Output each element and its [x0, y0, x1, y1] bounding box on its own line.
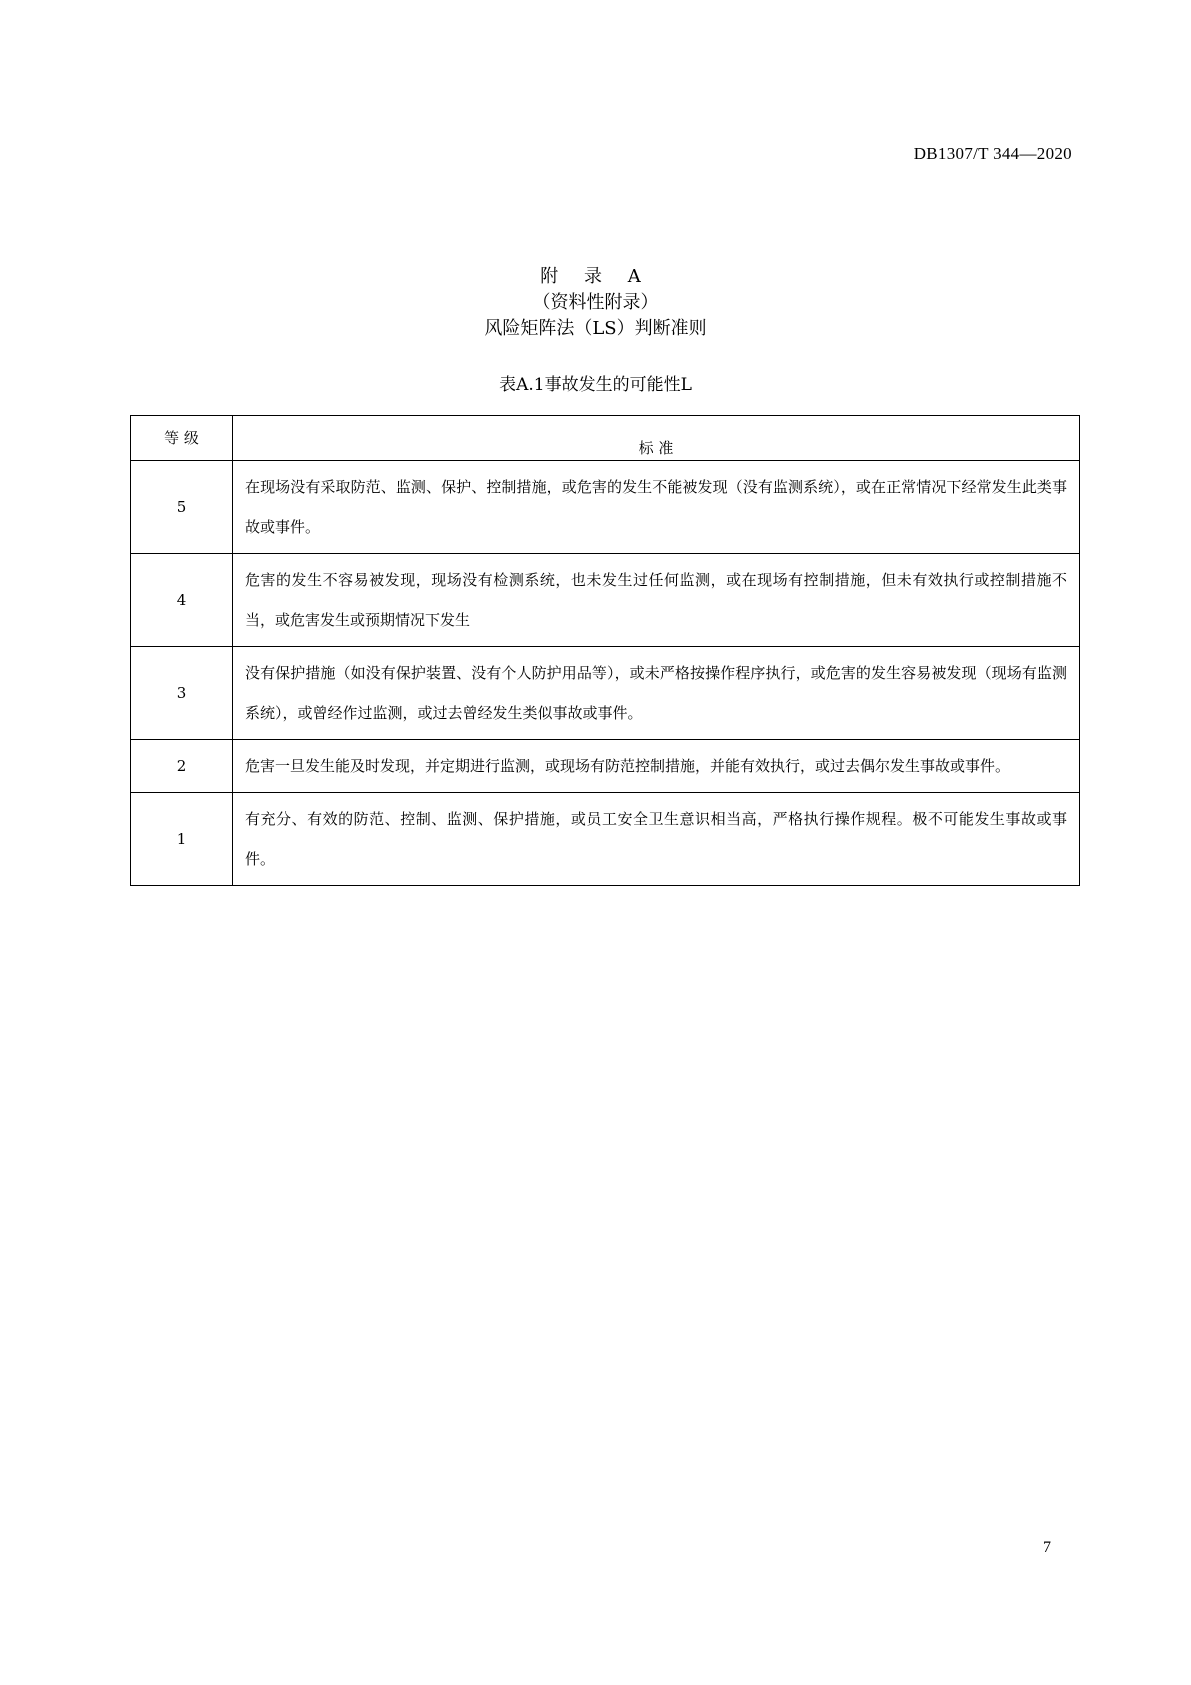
row-criteria: 危害的发生不容易被发现，现场没有检测系统，也未发生过任何监测，或在现场有控制措施，但未有效执行或控制措施不当，或危害发生或预期情况下发生	[233, 554, 1080, 647]
header-criteria: 标 准	[233, 416, 1080, 461]
table-row	[131, 461, 1080, 554]
document-code: DB1307/T 344—2020	[913, 144, 1072, 163]
row-level: 5	[131, 461, 233, 554]
table-row	[131, 793, 1080, 886]
table-header-row	[131, 416, 1080, 461]
header-level: 等 级	[131, 416, 233, 461]
appendix-nature: （资料性附录）	[532, 292, 659, 313]
row-level: 3	[131, 647, 233, 740]
likelihood-table	[130, 415, 1080, 886]
row-level: 2	[131, 740, 233, 793]
row-criteria: 没有保护措施（如没有保护装置、没有个人防护用品等），或未严格按操作程序执行，或危害的发生容易被发现（现场有监测系统），或曾经作过监测，或过去曾经发生类似事故或事件。	[233, 647, 1080, 740]
table-row	[131, 740, 1080, 793]
page-number: 7	[1043, 1539, 1051, 1556]
row-level: 4	[131, 554, 233, 647]
appendix-title: 风险矩阵法（LS）判断准则	[484, 318, 707, 339]
table-row	[131, 647, 1080, 740]
table-row	[131, 554, 1080, 647]
row-criteria: 有充分、有效的防范、控制、监测、保护措施，或员工安全卫生意识相当高，严格执行操作规程。极不可能发生事故或事件。	[233, 793, 1080, 886]
row-criteria: 在现场没有采取防范、监测、保护、控制措施，或危害的发生不能被发现（没有监测系统），或在正常情况下经常发生此类事故或事件。	[233, 461, 1080, 554]
row-criteria: 危害一旦发生能及时发现，并定期进行监测，或现场有防范控制措施，并能有效执行，或过去偶尔发生事故或事件。	[233, 740, 1080, 793]
row-level: 1	[131, 793, 233, 886]
table-caption: 表A.1事故发生的可能性L	[499, 375, 692, 395]
appendix-label: 附 录 A	[540, 266, 651, 287]
